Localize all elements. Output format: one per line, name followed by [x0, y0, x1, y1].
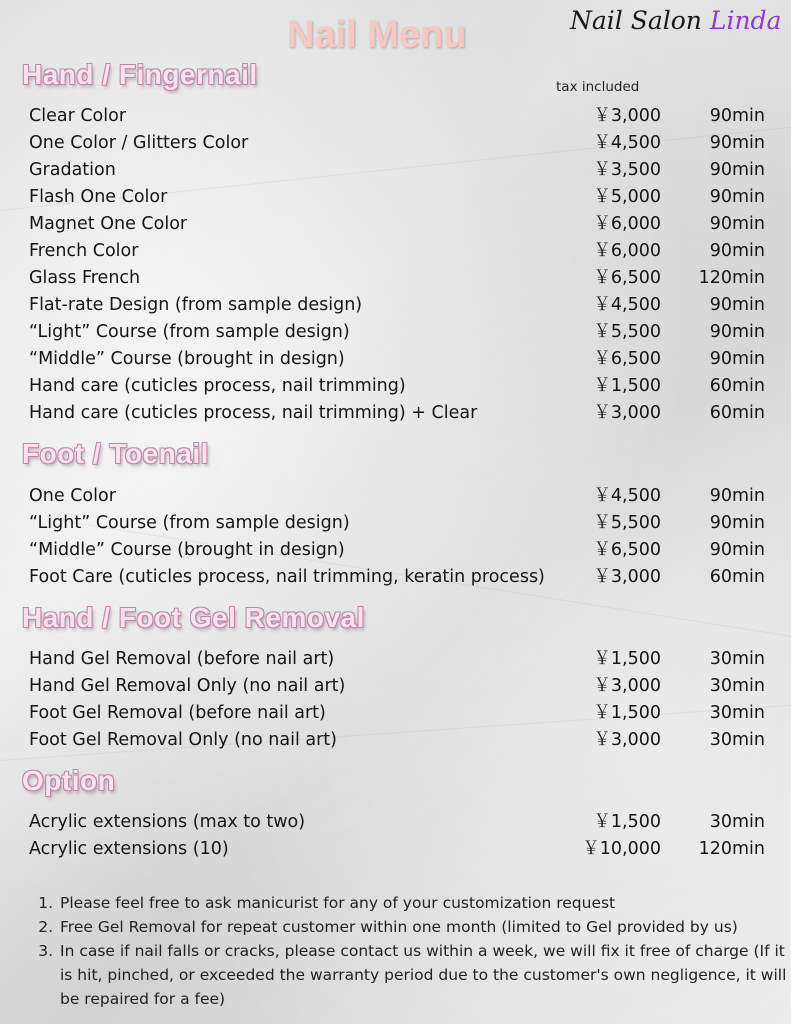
item-name: One Color / Glitters Color: [29, 133, 249, 153]
item-duration: 60min: [709, 403, 765, 423]
menu-item: [29, 836, 765, 863]
menu-item: [29, 211, 765, 238]
menu-item: [29, 700, 765, 727]
menu-item: [29, 673, 765, 700]
item-duration: 90min: [709, 133, 765, 153]
item-duration: 90min: [709, 486, 765, 506]
item-price: ￥5,000: [593, 187, 661, 207]
item-price: ￥5,500: [593, 513, 661, 533]
menu-item: [29, 346, 765, 373]
item-duration: 120min: [698, 268, 765, 288]
item-duration: 90min: [709, 540, 765, 560]
menu-item: [29, 537, 765, 564]
item-duration: 30min: [709, 812, 765, 832]
item-name: “Light” Course (from sample design): [29, 513, 350, 533]
item-price: ￥4,500: [593, 486, 661, 506]
item-price: ￥3,000: [593, 403, 661, 423]
item-duration: 60min: [709, 567, 765, 587]
item-name: Clear Color: [29, 106, 127, 126]
item-name: Hand care (cuticles process, nail trimming) + Clear: [29, 403, 478, 423]
item-name: Hand care (cuticles process, nail trimming): [29, 376, 406, 396]
item-duration: 120min: [698, 839, 765, 859]
item-duration: 90min: [709, 160, 765, 180]
menu-item: [29, 157, 765, 184]
menu-item: [29, 510, 765, 537]
item-price: ￥6,500: [593, 349, 661, 369]
item-duration: 30min: [709, 649, 765, 669]
item-price: ￥3,000: [593, 106, 661, 126]
section-title-foot-toenail: Foot / Toenail: [22, 438, 209, 469]
item-duration: 30min: [709, 676, 765, 696]
menu-item: [29, 646, 765, 673]
item-name: “Middle” Course (brought in design): [29, 540, 345, 560]
item-price: ￥3,000: [593, 567, 661, 587]
item-duration: 90min: [709, 295, 765, 315]
item-name: Hand Gel Removal Only (no nail art): [29, 676, 346, 696]
item-price: ￥6,000: [593, 241, 661, 261]
menu-item: [29, 400, 765, 427]
menu-item: [29, 483, 765, 510]
item-name: One Color: [29, 486, 116, 506]
menu-item: [29, 292, 765, 319]
item-name: Glass French: [29, 268, 141, 288]
note-item: 2. Free Gel Removal for repeat customer within one month (limited to Gel provided by us): [58, 915, 788, 939]
item-name: Hand Gel Removal (before nail art): [29, 649, 335, 669]
menu-item: [29, 373, 765, 400]
item-duration: 90min: [709, 322, 765, 342]
item-name: “Light” Course (from sample design): [29, 322, 350, 342]
menu-item: [29, 809, 765, 836]
item-name: Foot Gel Removal (before nail art): [29, 703, 326, 723]
notes-list: [40, 891, 788, 1011]
item-duration: 30min: [709, 730, 765, 750]
item-price: ￥1,500: [593, 376, 661, 396]
logo-accent: Linda: [709, 6, 782, 35]
item-name: Acrylic extensions (10): [29, 839, 229, 859]
item-duration: 30min: [709, 703, 765, 723]
item-duration: 90min: [709, 241, 765, 261]
item-duration: 90min: [709, 214, 765, 234]
item-price: ￥3,000: [593, 730, 661, 750]
item-price: ￥4,500: [593, 295, 661, 315]
menu-item: [29, 103, 765, 130]
item-price: ￥10,000: [582, 839, 661, 859]
section-title-option: Option: [22, 765, 116, 796]
item-duration: 90min: [709, 513, 765, 533]
item-price: ￥1,500: [593, 812, 661, 832]
item-duration: 90min: [709, 187, 765, 207]
item-name: Magnet One Color: [29, 214, 188, 234]
item-name: French Color: [29, 241, 139, 261]
item-name: Foot Gel Removal Only (no nail art): [29, 730, 337, 750]
item-name: Foot Care (cuticles process, nail trimming, keratin process): [29, 567, 545, 587]
menu-item: [29, 238, 765, 265]
item-name: Gradation: [29, 160, 116, 180]
item-price: ￥6,500: [593, 540, 661, 560]
section-title-gel-removal: Hand / Foot Gel Removal: [22, 602, 365, 633]
menu-item: [29, 564, 765, 591]
item-price: ￥3,000: [593, 676, 661, 696]
item-name: Acrylic extensions (max to two): [29, 812, 306, 832]
item-price: ￥6,000: [593, 214, 661, 234]
item-duration: 90min: [709, 349, 765, 369]
section-title-hand-fingernail: Hand / Fingernail: [22, 59, 258, 90]
item-name: Flat-rate Design (from sample design): [29, 295, 363, 315]
note-item: 1. Please feel free to ask manicurist for any of your customization request: [58, 891, 788, 915]
page-title: Nail Menu: [287, 14, 467, 56]
menu-item: [29, 184, 765, 211]
item-price: ￥4,500: [593, 133, 661, 153]
salon-logo: [570, 6, 781, 35]
item-name: Flash One Color: [29, 187, 168, 207]
tax-note: tax included: [556, 79, 640, 95]
item-duration: 60min: [709, 376, 765, 396]
item-duration: 90min: [709, 106, 765, 126]
item-price: ￥6,500: [593, 268, 661, 288]
menu-item: [29, 265, 765, 292]
logo-text: Nail Salon: [570, 6, 702, 35]
item-price: ￥1,500: [593, 703, 661, 723]
menu-item: [29, 727, 765, 754]
menu-item: [29, 130, 765, 157]
item-price: ￥5,500: [593, 322, 661, 342]
note-item: 3. In case if nail falls or cracks, please contact us within a week, we will fix it free of charge (If it is hit, pinched, or exceeded the warranty period due to the customer's own negligence, it will be repaired for a fee): [58, 939, 788, 1011]
item-price: ￥1,500: [593, 649, 661, 669]
item-price: ￥3,500: [593, 160, 661, 180]
menu-item: [29, 319, 765, 346]
item-name: “Middle” Course (brought in design): [29, 349, 345, 369]
